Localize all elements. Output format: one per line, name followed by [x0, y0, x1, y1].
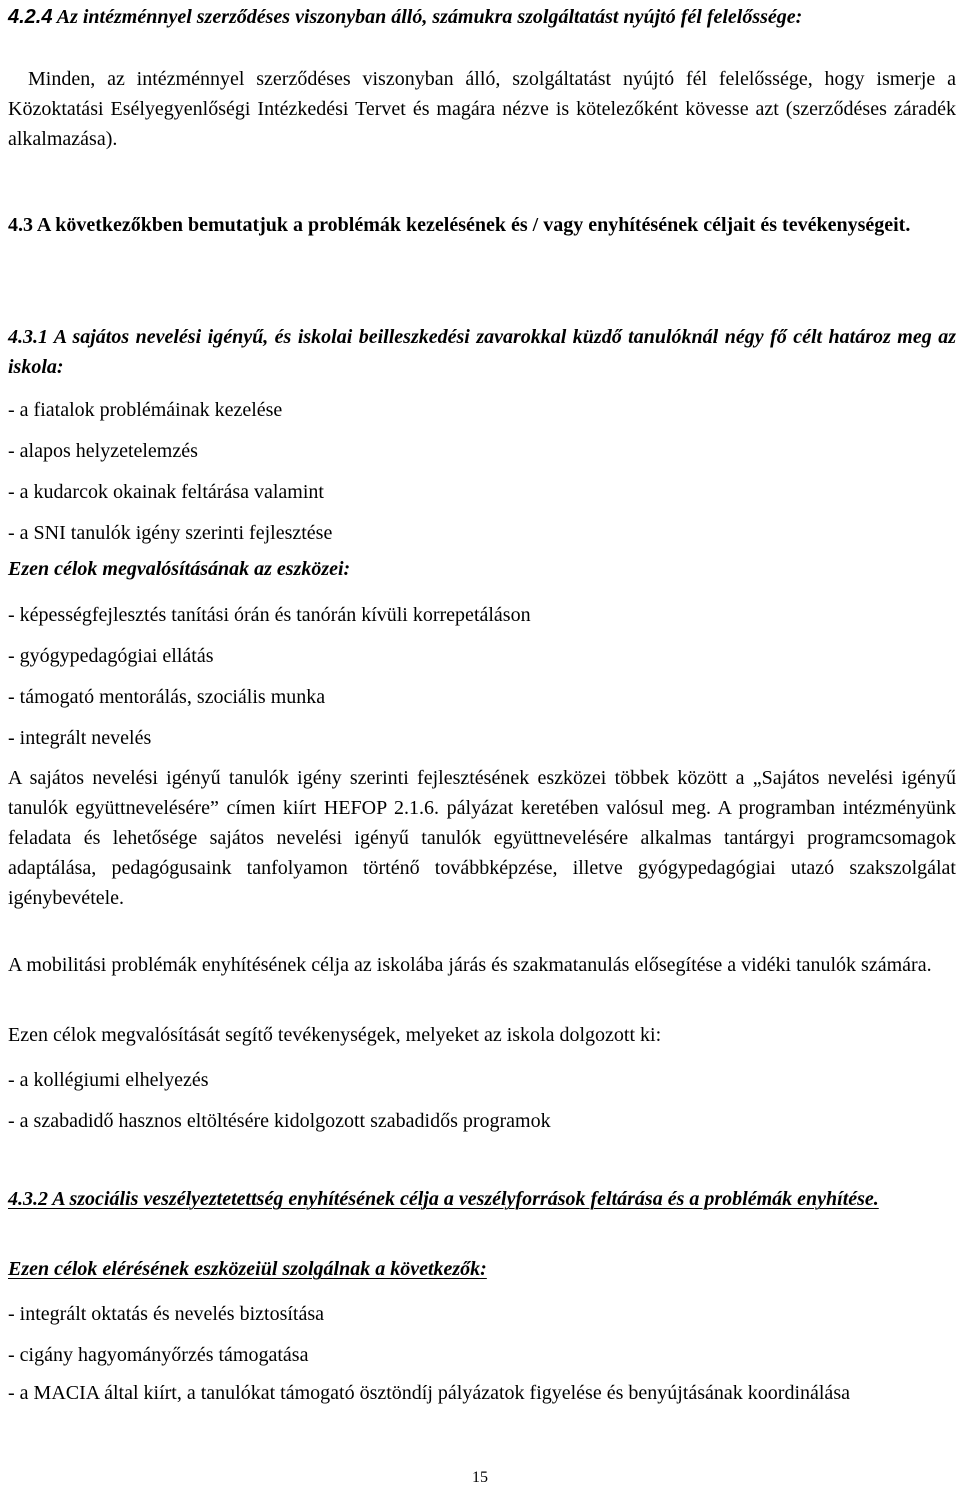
- activities-list: [8, 1060, 956, 1142]
- list-item: - integrált nevelés: [8, 727, 152, 749]
- page-number: 15: [472, 1469, 488, 1486]
- goals-list: [8, 390, 956, 554]
- section-424-heading: [8, 2, 956, 32]
- list-item: - gyógypedagógiai ellátás: [8, 645, 214, 667]
- list-item: - képességfejlesztés tanítási órán és tanórán kívüli korrepetáláson: [8, 604, 531, 626]
- section-432-tools-list: [8, 1294, 956, 1376]
- activities-intro: Ezen célok megvalósítását segítő tevékenységek, melyeket az iskola dolgozott ki:: [8, 1024, 662, 1046]
- list-item: - integrált oktatás és nevelés biztosítása: [8, 1303, 325, 1325]
- sni-paragraph: A sajátos nevelési igényű tanulók igény szerinti fejlesztésének eszközei többek között a „Sajátos nevelési igényű tanulók együttnevelésére” címen kiírt HEFOP 2.1.6. pályázat keretében valósul meg. A programban intézményünk feladata és lehetősége sajátos nevelési igényű tanulók együttnevelésére alkalmas tantárgyi programcsomagok adaptálása, pedagógusaink tanfolyamon történő továbbképzése, illetve gyógypedagógiai utazó szakszolgálat igénybevétele.: [8, 767, 956, 909]
- section-432-heading: 4.3.2 A szociális veszélyeztetettség enyhítésének célja a veszélyforrások feltárása és a problémák enyhítése.: [8, 1188, 879, 1210]
- list-item: - a fiatalok problémáinak kezelése: [8, 399, 283, 421]
- list-item: - a SNI tanulók igény szerinti fejlesztése: [8, 522, 333, 544]
- section-432-tools-heading: Ezen célok elérésének eszközeiül szolgálnak a következők:: [8, 1258, 487, 1280]
- section-424-title: Az intézménnyel szerződéses viszonyban álló, számukra szolgáltatást nyújtó fél felelőssége:: [56, 6, 803, 28]
- section-43-heading: 4.3 A következőkben bemutatjuk a problémák kezelésének és / vagy enyhítésének céljait és tevékenységeit.: [8, 214, 911, 236]
- list-item: - a kollégiumi elhelyezés: [8, 1069, 209, 1091]
- list-item: - alapos helyzetelemzés: [8, 440, 198, 462]
- list-item: - a szabadidő hasznos eltöltésére kidolgozott szabadidős programok: [8, 1110, 551, 1132]
- section-431-heading: 4.3.1 A sajátos nevelési igényű, és iskolai beilleszkedési zavarokkal küzdő tanulóknál négy fő célt határoz meg az iskola:: [8, 326, 956, 378]
- tools-heading: Ezen célok megvalósításának az eszközei:: [8, 558, 351, 580]
- list-item: - a kudarcok okainak feltárása valamint: [8, 481, 324, 503]
- section-424-paragraph: Minden, az intézménnyel szerződéses viszonyban álló, szolgáltatást nyújtó fél felelőssége, hogy ismerje a Közoktatási Esélyegyenlőségi Intézkedési Tervet és magára nézve is kötelezőként kövesse azt (szerződéses záradék alkalmazása).: [8, 68, 956, 150]
- tools-list: [8, 595, 956, 759]
- list-item: - cigány hagyományőrzés támogatása: [8, 1344, 309, 1366]
- section-424-number: 4.2.4: [8, 6, 53, 28]
- list-item: - támogató mentorálás, szociális munka: [8, 686, 326, 708]
- mobility-paragraph: A mobilitási problémák enyhítésének célja az iskolába járás és szakmatanulás elősegítése a vidéki tanulók számára.: [8, 954, 932, 976]
- list-item: - a MACIA által kiírt, a tanulókat támogató ösztöndíj pályázatok figyelése és benyújtásának koordinálása: [8, 1382, 850, 1404]
